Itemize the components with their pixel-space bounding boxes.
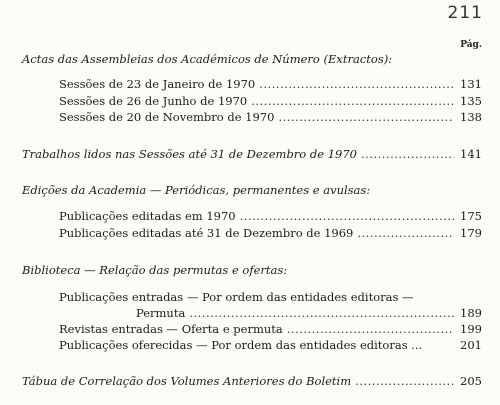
- toc-entry-label: Sessões de 20 de Novembro de 1970: [59, 110, 275, 124]
- toc-entry-label: Tábua de Correlação dos Volumes Anteriores do Boletim: [22, 374, 352, 388]
- toc-entry[interactable]: [136, 306, 482, 320]
- toc-entry-label: Publicações editadas em 1970: [59, 209, 236, 223]
- toc-entry-page: 175: [460, 209, 482, 223]
- toc-entry[interactable]: [59, 77, 482, 91]
- toc-entry[interactable]: [59, 209, 482, 223]
- dot-leader: [251, 94, 454, 108]
- page-number: 211: [447, 3, 483, 23]
- section-heading-edicoes: Edições da Academia — Periódicas, permanentes e avulsas:: [22, 183, 371, 197]
- dot-leader: [355, 374, 454, 388]
- toc-entry-label: Sessões de 23 de Janeiro de 1970: [59, 77, 256, 91]
- toc-entry-line: Publicações entradas — Por ordem das entidades editoras —: [59, 290, 414, 304]
- toc-entry-trabalhos[interactable]: [22, 147, 482, 161]
- dot-leader: [259, 77, 454, 91]
- toc-entry-page: 141: [460, 147, 482, 161]
- dot-leader: [189, 306, 454, 320]
- toc-entry-tabua[interactable]: [22, 374, 482, 388]
- toc-entry-page: 201: [460, 338, 482, 352]
- toc-entry-page: 199: [460, 322, 482, 336]
- section-heading-biblioteca: Biblioteca — Relação das permutas e ofertas:: [22, 263, 288, 277]
- section-heading-actas: Actas das Assembleias dos Académicos de Número (Extractos):: [22, 52, 393, 66]
- toc-entry-label: Permuta: [136, 306, 186, 320]
- toc-entry-label: Publicações oferecidas — Por ordem das entidades editoras ...: [59, 338, 423, 352]
- toc-entry-page: 205: [460, 374, 482, 388]
- toc-entry[interactable]: [59, 338, 482, 352]
- toc-entry-label: Trabalhos lidos nas Sessões até 31 de Dezembro de 1970: [22, 147, 357, 161]
- toc-entry[interactable]: [59, 322, 482, 336]
- toc-entry-page: 179: [460, 226, 482, 240]
- toc-entry-label: Publicações editadas até 31 de Dezembro de 1969: [59, 226, 354, 240]
- toc-entry-label: Revistas entradas — Oferta e permuta: [59, 322, 283, 336]
- toc-entry[interactable]: [59, 226, 482, 240]
- dot-leader: [361, 147, 454, 161]
- page-column-label: Pág.: [460, 40, 482, 50]
- toc-entry[interactable]: [59, 94, 482, 108]
- toc-entry-page: 131: [460, 77, 482, 91]
- dot-leader: [278, 110, 454, 124]
- toc-entry-page: 138: [460, 110, 482, 124]
- toc-entry-page: 189: [460, 306, 482, 320]
- toc-entry-label: Sessões de 26 de Junho de 1970: [59, 94, 248, 108]
- dot-leader: [287, 322, 454, 336]
- toc-entry-page: 135: [460, 94, 482, 108]
- dot-leader: [240, 209, 454, 223]
- dot-leader: [357, 226, 454, 240]
- toc-entry[interactable]: [59, 110, 482, 124]
